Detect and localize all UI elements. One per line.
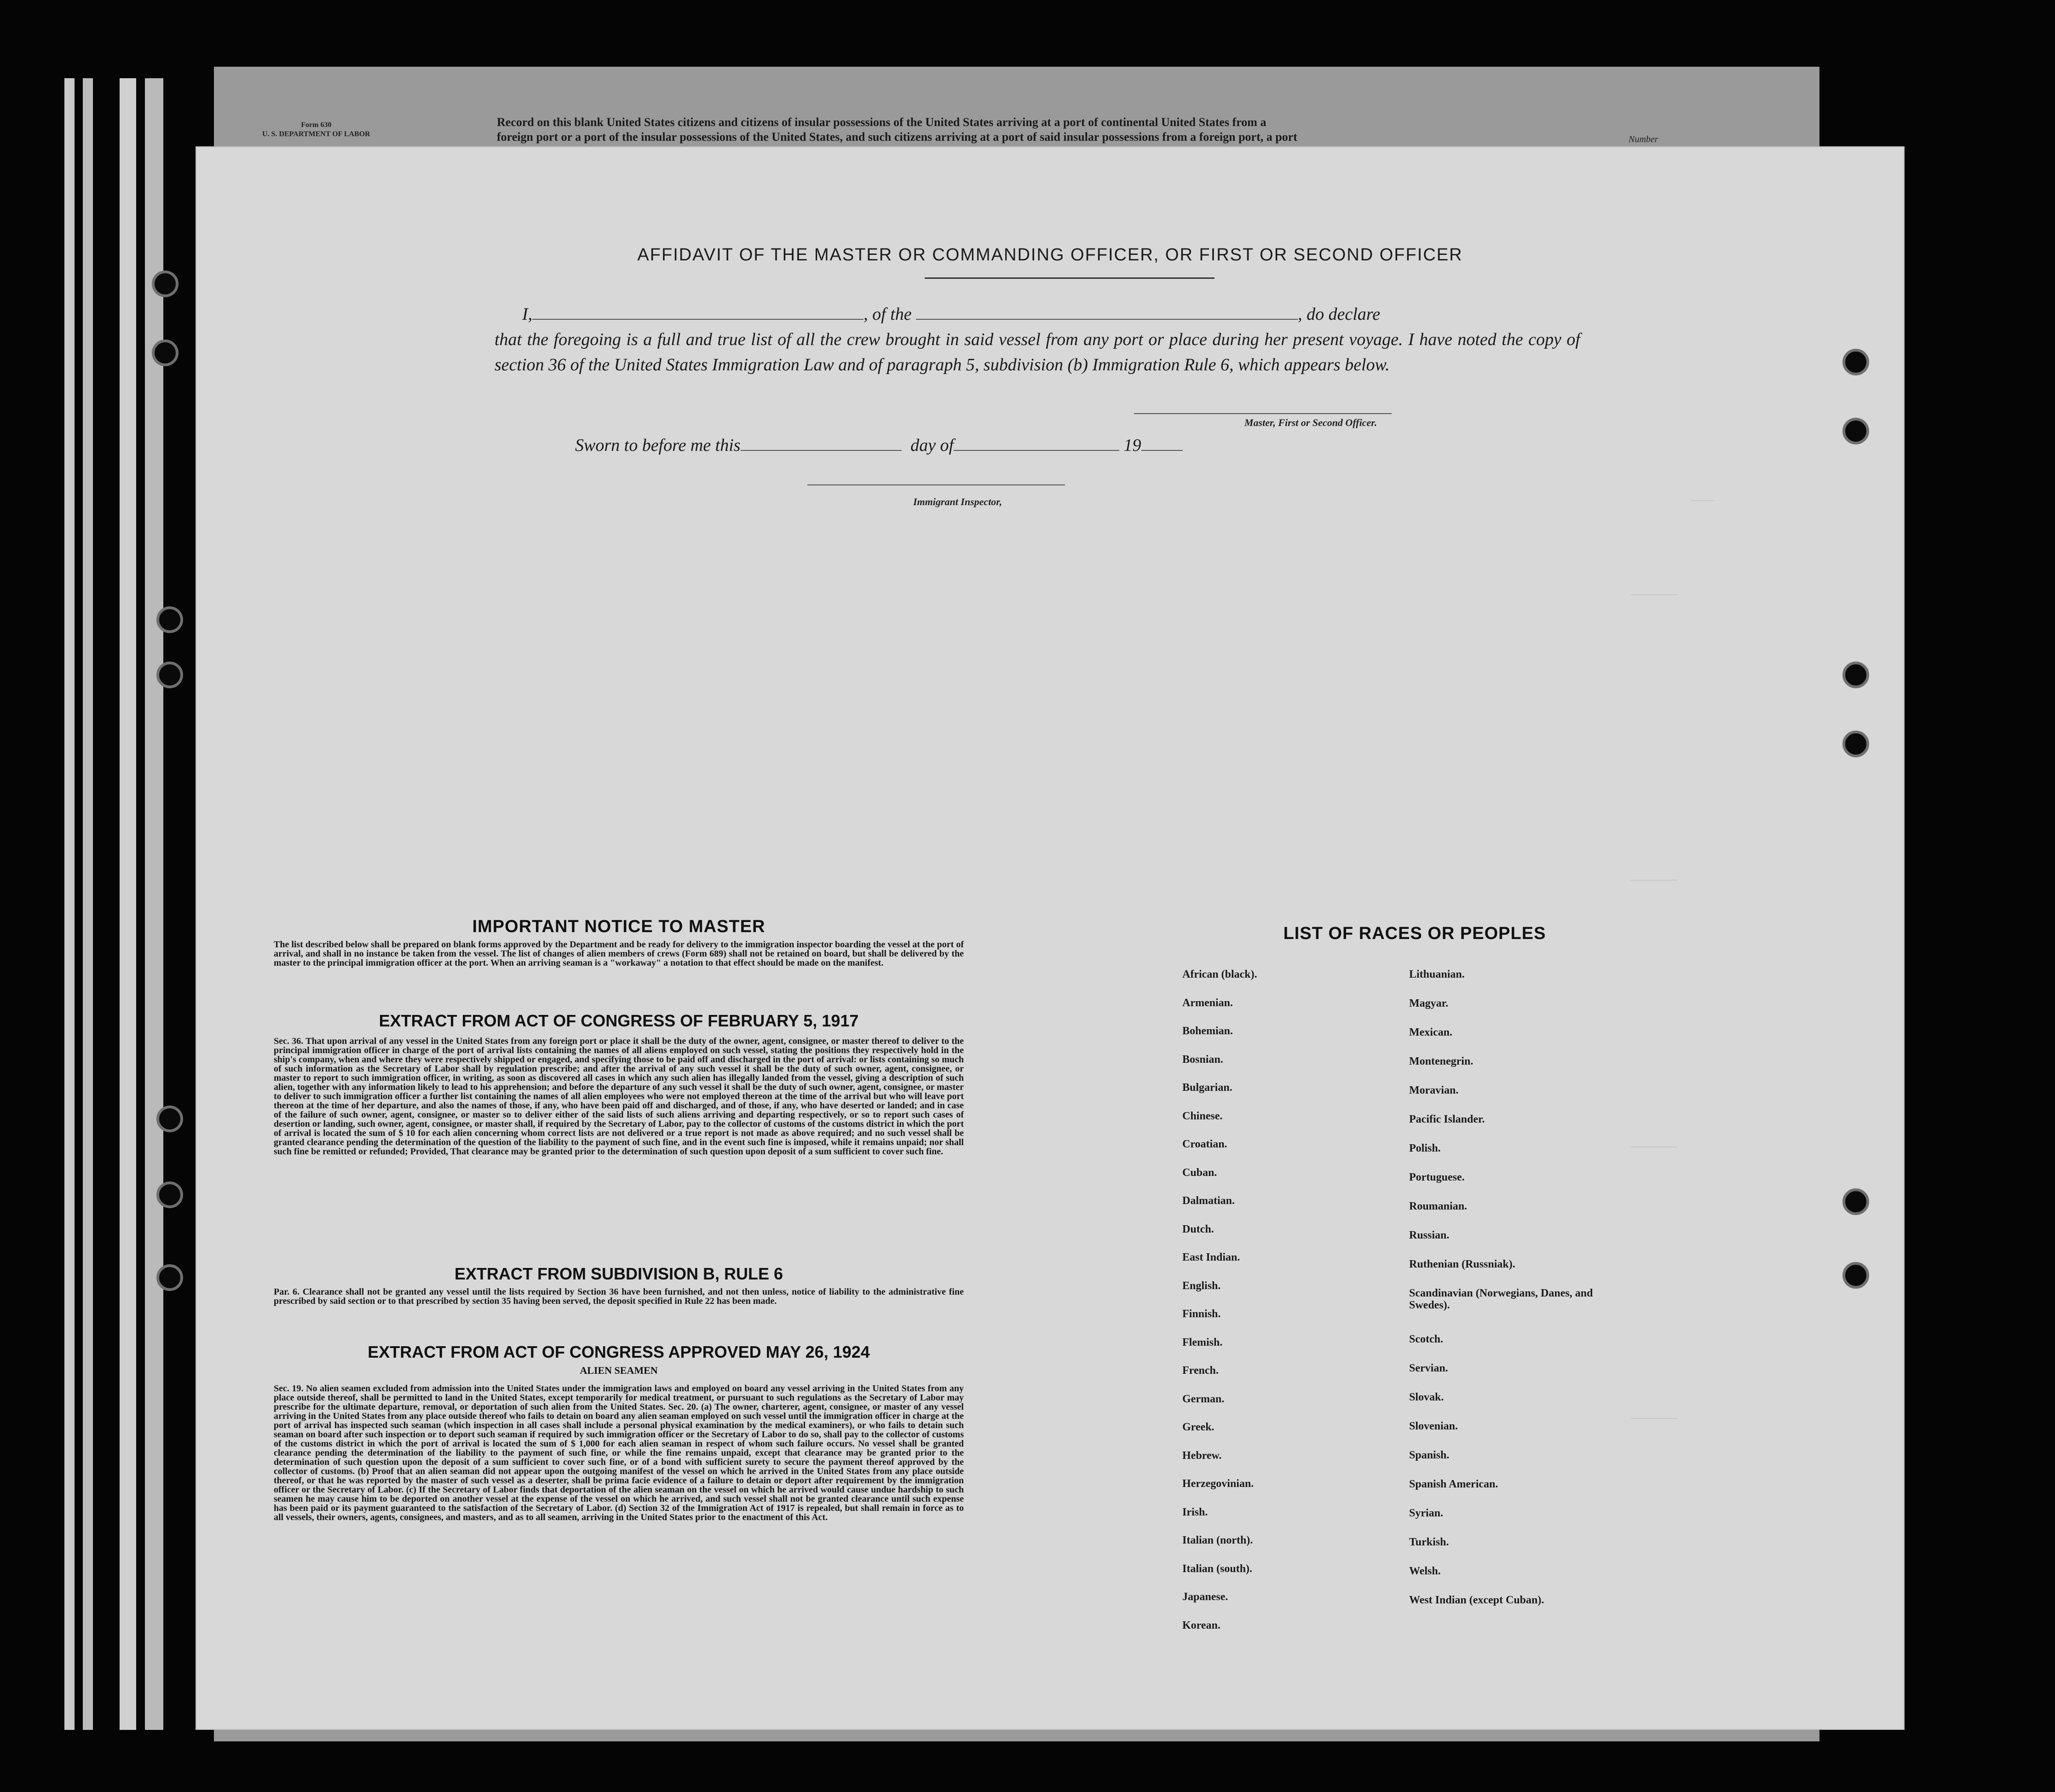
affidavit-i: I, <box>522 305 533 324</box>
punch-hole <box>1842 1188 1869 1215</box>
vessel-blank <box>916 319 1298 320</box>
race-item: Chinese. <box>1182 1110 1223 1122</box>
extract-rule6-text: Par. 6. Clearance shall not be granted any vessel until the lists required by Section 36 have been furnished, and not then unless, notice of liability to the administrative fine prescribed by said section or to that prescribed by section 35 having been served, the deposit specified in Rule 22 has been made. <box>274 1287 964 1306</box>
race-item: Greek. <box>1182 1421 1215 1433</box>
document-page <box>196 146 1905 1730</box>
race-item: English. <box>1182 1279 1221 1292</box>
notice-heading: IMPORTANT NOTICE TO MASTER <box>472 917 766 936</box>
stacked-page-edges <box>64 78 212 1730</box>
race-item: Pacific Islander. <box>1409 1113 1485 1125</box>
races-title: LIST OF RACES OR PEOPLES <box>1283 924 1546 943</box>
punch-hole <box>156 606 183 633</box>
race-item: Slovak. <box>1409 1391 1444 1403</box>
race-item: Bosnian. <box>1182 1053 1223 1066</box>
race-item: Italian (south). <box>1182 1562 1253 1575</box>
race-item: Finnish. <box>1182 1308 1221 1320</box>
race-item: West Indian (except Cuban). <box>1409 1594 1544 1606</box>
back-sheet-form-label: Form 630 U. S. DEPARTMENT OF LABOR <box>262 121 370 138</box>
bleed-through-marks: —————— <box>1631 588 1677 602</box>
race-item: Turkish. <box>1409 1536 1449 1548</box>
day-of-label: day of <box>910 436 954 455</box>
race-item: Spanish. <box>1409 1449 1450 1461</box>
sworn-prefix: Sworn to before me this <box>575 436 741 455</box>
race-item: Croatian. <box>1182 1138 1227 1150</box>
race-item: Syrian. <box>1409 1507 1444 1519</box>
year-prefix: 19 <box>1123 436 1141 455</box>
punch-hole <box>152 271 178 297</box>
race-item: Spanish American. <box>1409 1478 1498 1490</box>
race-item: Ruthenian (Russniak). <box>1409 1258 1515 1270</box>
back-sheet-header: Record on this blank United States citizens and citizens of insular possessions of the United States arriving at a port of continental United States from a foreign port or a port of the insular possessions of the United States, and such citizens arriving at a port of said insular possessions from a foreign port, a port <box>497 115 1297 144</box>
race-item: Flemish. <box>1182 1336 1223 1348</box>
race-item: Servian. <box>1409 1362 1448 1374</box>
race-item: Slovenian. <box>1409 1420 1458 1432</box>
extract-1924-heading: EXTRACT FROM ACT OF CONGRESS APPROVED MAY 26, 1924 <box>368 1343 870 1361</box>
race-item: German. <box>1182 1393 1225 1405</box>
punch-hole <box>1842 731 1869 757</box>
race-item: Russian. <box>1409 1229 1450 1241</box>
affidavit-of-the: , of the <box>863 305 912 324</box>
race-item: Magyar. <box>1409 997 1449 1009</box>
extract-1917-text: Sec. 36. That upon arrival of any vessel in the United States from any foreign port or place it shall be the duty of the owner, agent, consignee, or master thereof to deliver to the principal immigration officer in charge of the port of arrival lists containing the names of all aliens employed on such vessel, stating the positions they respectively hold in the ship's company, when and where they were respectively shipped or engaged, and specifying those to be paid off and discharged in the port of arrival: or lists containing so much of such information as the Secretary of Labor shall by regulation prescribe; and after the arrival of any such vessel it shall be the duty of such owner, agent, consignee, or master to report to such immigration officer, in writing, as soon as discovered all cases in which any such alien has illegally landed from the vessel, giving a description of such alien, together with any information likely to lead to his apprehension; and before the departure of any such vessel it shall be the duty of such owner, agent, consignee, or master to deliver to such immigration officer a further list containing the names of all alien employees who were not employed thereon at the time of the arrival but who will leave port thereon at the time of her departure, and also the names of those, if any, who have been paid off and discharged, and of those, if any, who have deserted or landed; and in case of the failure of such owner, agent, consignee, or master so to deliver either of the said lists of such aliens arriving and departing respectively, or so to report such cases of desertion or landing, such owner, agent, consignee, or master shall, if required by the Secretary of Labor, pay to the collector of customs of the customs district in which the port of arrival is located the sum of $ 10 for each alien concerning whom correct lists are not delivered or a true report is not made as above required; and no such vessel shall be granted clearance pending the determination of the question of the liability to the payment of such fine, and in the event such fine is imposed, while it remains unpaid; nor shall such fine be remitted or refunded; Provided, That clearance may be granted prior to the determination of such question upon deposit of a sum sufficient to cover such fine. <box>274 1036 964 1157</box>
race-item: Cuban. <box>1182 1166 1217 1179</box>
race-item: Italian (north). <box>1182 1534 1253 1546</box>
signature-label: Master, First or Second Officer. <box>1244 417 1377 428</box>
day-blank <box>741 450 902 451</box>
race-item: Roumanian. <box>1409 1200 1468 1212</box>
extract-1917-heading: EXTRACT FROM ACT OF CONGRESS OF FEBRUARY 5, 1917 <box>379 1011 859 1030</box>
race-item: East Indian. <box>1182 1251 1240 1263</box>
race-item: Welsh. <box>1409 1565 1441 1577</box>
punch-hole <box>1842 349 1869 375</box>
race-item: Hebrew. <box>1182 1449 1222 1462</box>
title-underline <box>925 277 1215 279</box>
race-item: Montenegrin. <box>1409 1055 1474 1067</box>
punch-hole <box>1842 662 1869 688</box>
race-item: Polish. <box>1409 1142 1441 1154</box>
punch-hole <box>156 1106 183 1132</box>
punch-hole <box>156 1264 183 1291</box>
race-item: French. <box>1182 1365 1219 1377</box>
punch-hole <box>156 1181 183 1208</box>
bleed-through-marks: —————— <box>1631 1412 1677 1426</box>
affidavit-title: AFFIDAVIT OF THE MASTER OR COMMANDING OFFICER, OR FIRST OR SECOND OFFICER <box>637 245 1463 265</box>
race-item: Mexican. <box>1409 1026 1452 1038</box>
extract-rule6-heading: EXTRACT FROM SUBDIVISION B, RULE 6 <box>454 1264 783 1283</box>
race-item: Dalmatian. <box>1182 1195 1235 1207</box>
race-item: Scandinavian (Norwegians, Danes, and Swedes). <box>1409 1287 1593 1311</box>
bleed-through-marks: ——— <box>1691 494 1714 508</box>
month-blank <box>954 450 1119 451</box>
affidavit-body: that the foregoing is a full and true list of all the crew brought in said vessel from any port or place during her present voyage. I have noted the copy of section 36 of the United States Immigration Law and of paragraph 5, subdivision (b) Immigration Rule 6, which appears below. <box>495 330 1580 375</box>
bleed-through-marks: —————— <box>1631 1140 1677 1154</box>
year-blank <box>1141 450 1183 451</box>
sworn-line <box>575 435 1183 455</box>
race-item: Moravian. <box>1409 1084 1459 1096</box>
extract-1924-text: Sec. 19. No alien seamen excluded from admission into the United States under the immigration laws and employed on board any vessel arriving in the United States from any place outside thereof, shall be permitted to land in the United States, except temporarily for medical treatment, or pursuant to such regulations as the Secretary of Labor may prescribe for the ultimate departure, removal, or deportation of such alien from the United States. Sec. 20. (a) The owner, charterer, agent, consignee, or master of any vessel arriving in the United States from any place outside thereof who fails to detain on board any alien seaman employed on such vessel until the immigration officer in charge at the port of arrival has inspected such seaman (which inspection in all cases shall include a personal physical examination by the medical examiners), or who fails to detain such seaman on board after such inspection or to deport such seaman if required by such immigration officer or the Secretary of Labor to do so, shall pay to the collector of customs of the customs district in which the port of arrival is located the sum of $ 1,000 for each alien seaman in respect of whom such failure occurs. No vessel shall be granted clearance pending the determination of the liability to the payment of such fine, or while the fine remains unpaid, except that clearance may be granted prior to the determination of such question upon the deposit of a sum sufficient to cover such fine, or of a bond with sufficient surety to secure the payment thereof approved by the collector of customs. (b) Proof that an alien seaman did not appear upon the outgoing manifest of the vessel on which he arrived in the United States from any place outside thereof, or that he was reported by the master of such vessel as a deserter, shall be prima facie evidence of a failure to detain or deport after requirement by the immigration officer or the Secretary of Labor. (c) If the Secretary of Labor finds that deportation of the alien seaman on the vessel on which he arrived would cause undue hardship to such seamen he may cause him to be deported on another vessel at the expense of the vessel on which he arrived, and such vessel shall not be granted clearance until such expense has been paid or its payment guaranteed to the satisfaction of the Secretary of Labor. (d) Section 32 of the Immigration Act of 1917 is repealed, but shall remain in force as to all vessels, their owners, agents, consignees, and masters, and as to all seamen, arriving in the United States prior to the enactment of this Act. <box>274 1383 964 1522</box>
punch-hole <box>156 662 183 688</box>
extract-1924-subheading: ALIEN SEAMEN <box>580 1365 658 1376</box>
name-blank <box>532 319 863 320</box>
punch-hole <box>152 340 178 366</box>
affidavit-do-declare: , do declare <box>1298 305 1381 324</box>
punch-hole <box>1842 1262 1869 1289</box>
inspector-line <box>807 484 1065 485</box>
race-item: Irish. <box>1182 1506 1208 1518</box>
affidavit-text <box>495 302 1580 378</box>
bleed-through-marks: —————— <box>1631 873 1677 887</box>
race-item: Portuguese. <box>1409 1171 1465 1183</box>
punch-hole <box>1842 418 1869 444</box>
race-item: Armenian. <box>1182 997 1233 1009</box>
race-item: Japanese. <box>1182 1591 1228 1603</box>
race-item: Herzegovinian. <box>1182 1478 1254 1490</box>
race-item: African (black). <box>1182 968 1257 980</box>
signature-line <box>1134 413 1392 414</box>
race-item: Lithuanian. <box>1409 968 1465 980</box>
race-item: Bohemian. <box>1182 1025 1233 1037</box>
race-item: Dutch. <box>1182 1223 1214 1235</box>
back-sheet-number-label: Number <box>1629 134 1658 144</box>
race-item: Bulgarian. <box>1182 1082 1232 1094</box>
race-item: Scotch. <box>1409 1333 1443 1345</box>
inspector-label: Immigrant Inspector, <box>913 496 1002 507</box>
notice-text: The list described below shall be prepared on blank forms approved by the Department and be ready for delivery to the immigration inspector boarding the vessel at the port of arrival, and shall in no instance be taken from the vessel. The list of changes of alien members of crews (Form 689) shall not be retained on board, but shall be delivered by the master to the principal immigration officer at the port. When an arriving seaman is a "workaway" a notation to that effect should be made on the manifest. <box>274 939 964 968</box>
race-item: Korean. <box>1182 1619 1220 1631</box>
